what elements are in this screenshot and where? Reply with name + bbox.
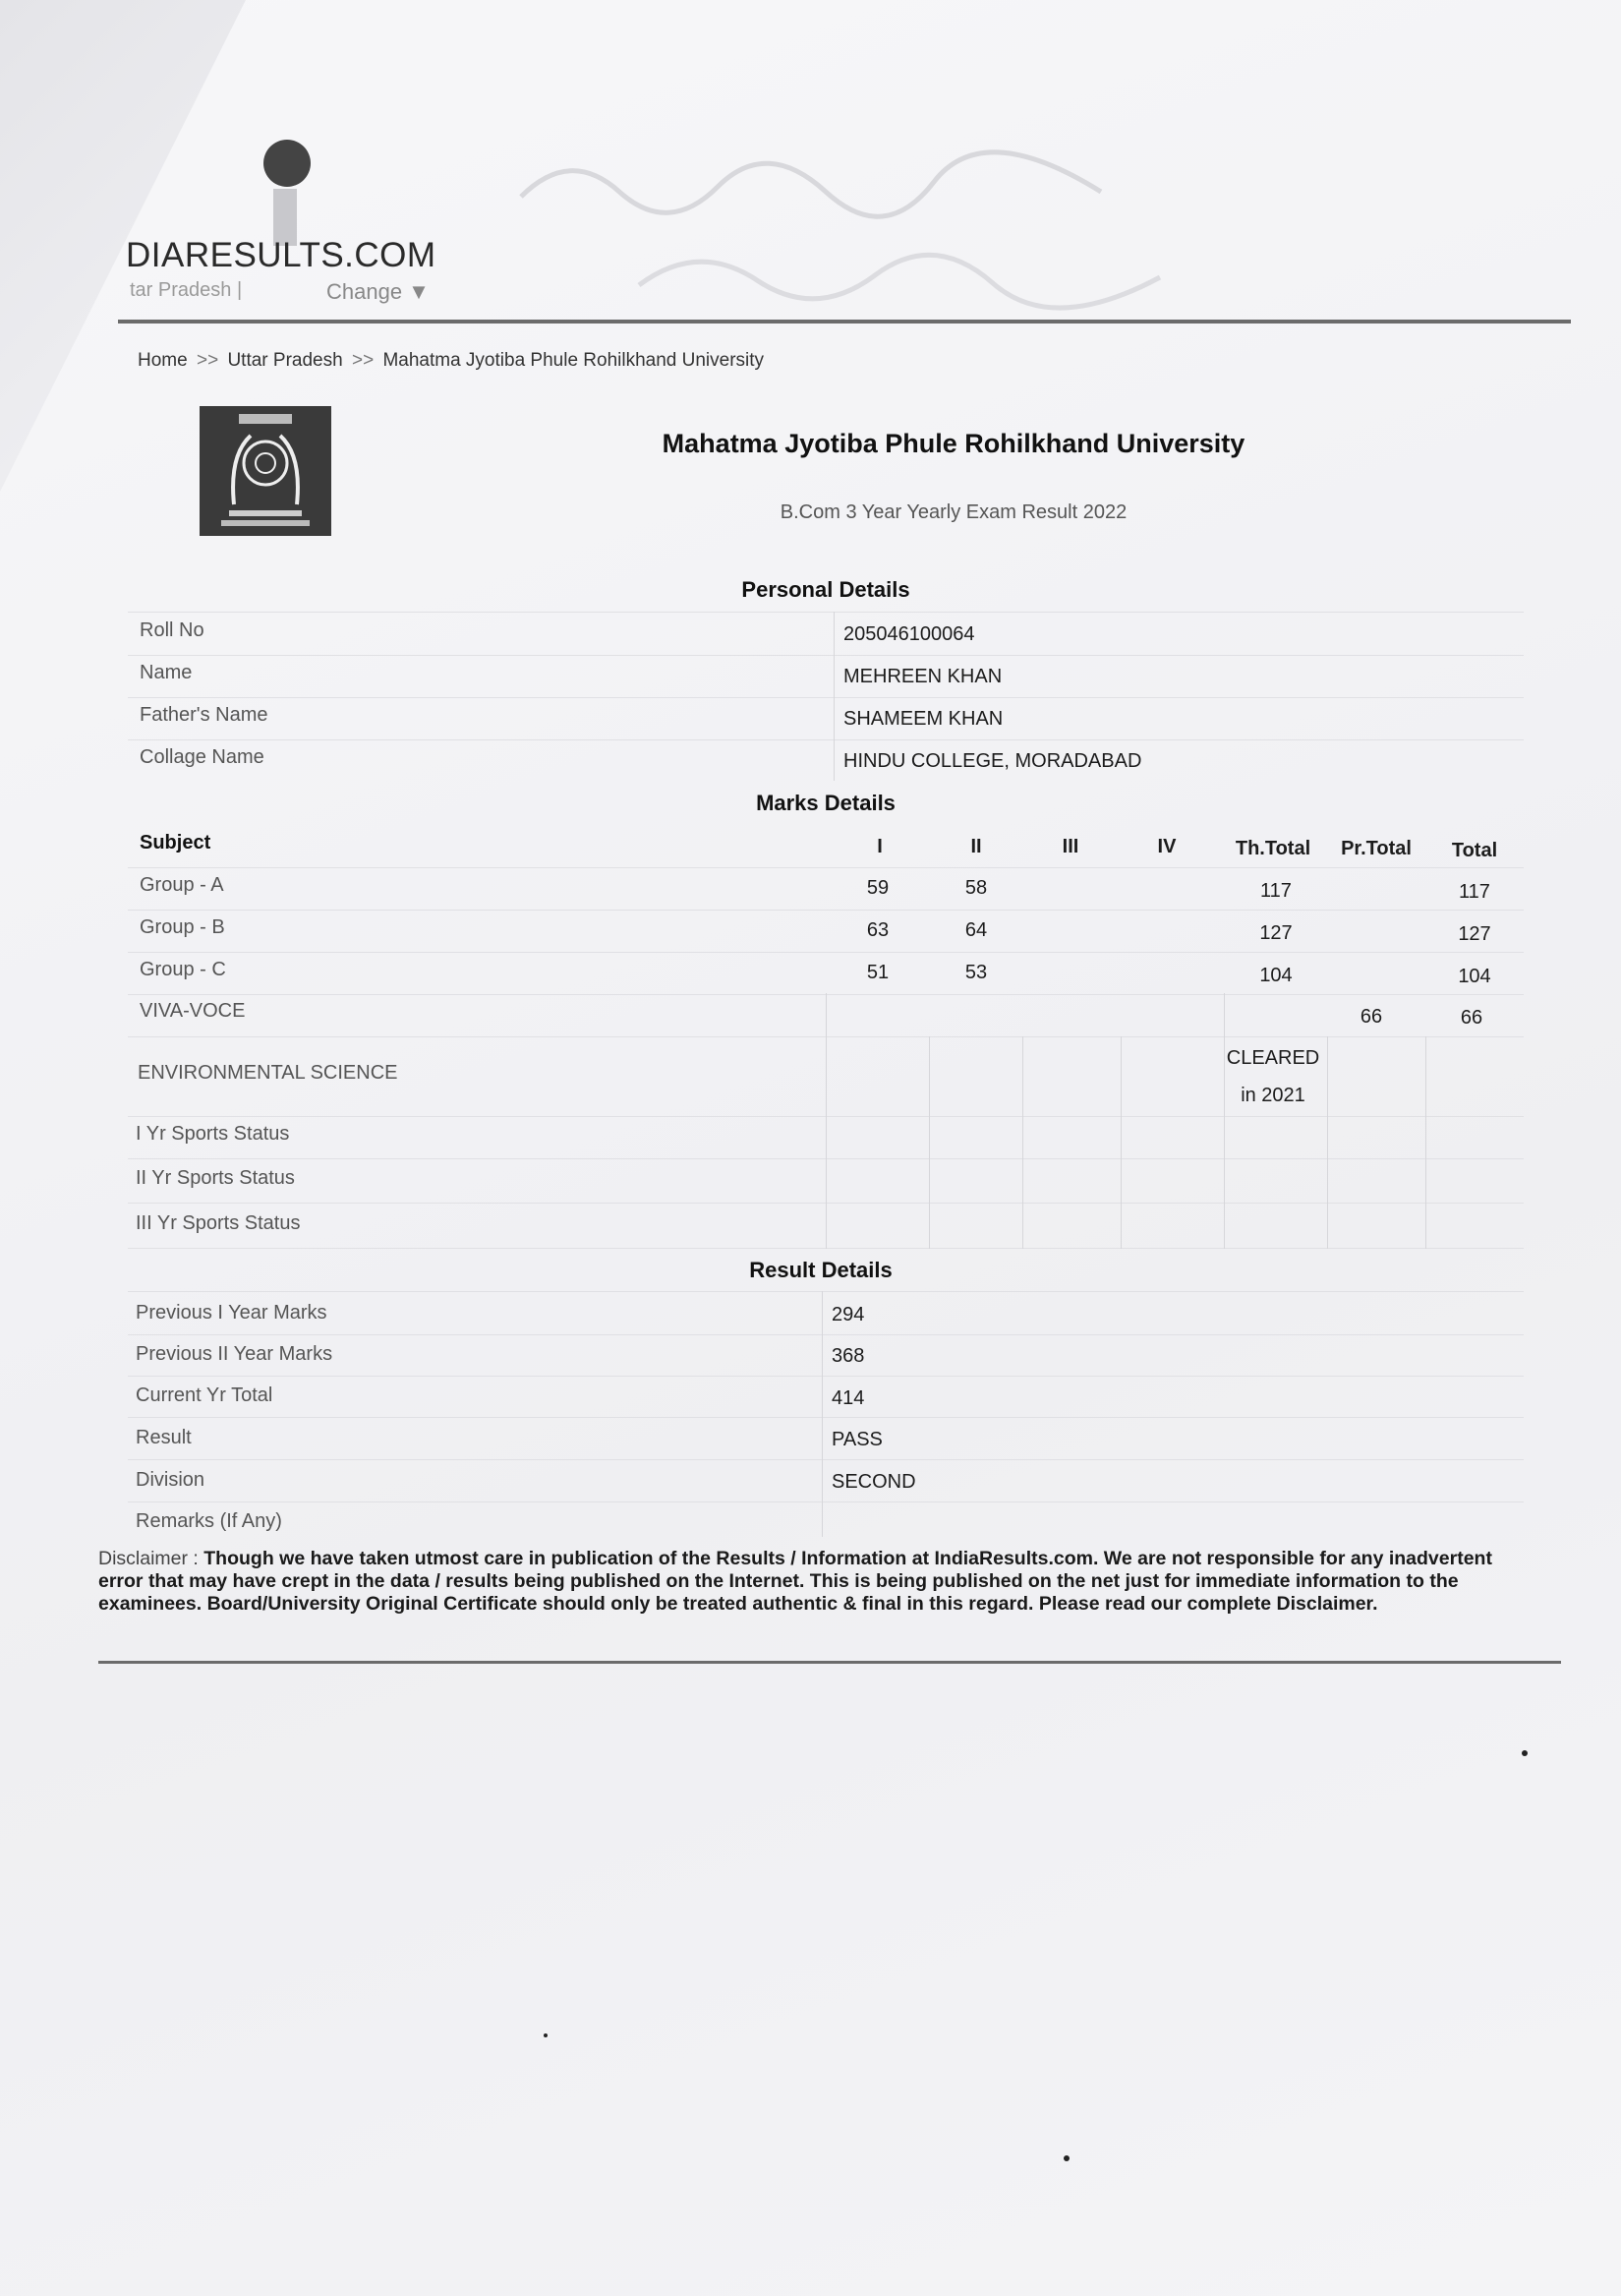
- subject-group-b: Group - B: [140, 916, 225, 938]
- group-a-total: 117: [1459, 881, 1490, 903]
- total-header: Total: [1451, 840, 1498, 861]
- subject-group-c: Group - C: [140, 959, 226, 980]
- paper-iii-header: III: [1062, 836, 1079, 857]
- state-selector-label: tar Pradesh |: [130, 279, 243, 301]
- row-divider: [128, 1501, 1524, 1502]
- university-title: Mahatma Jyotiba Phule Rohilkhand University: [662, 429, 1245, 458]
- handwriting-bleed-2: [629, 236, 1180, 328]
- column-divider: [1022, 1036, 1023, 1249]
- change-state-link[interactable]: Change ▼: [326, 279, 430, 304]
- breadcrumb-separator: >>: [196, 350, 219, 371]
- subject-group-a: Group - A: [140, 874, 224, 896]
- sports-status-year-3: III Yr Sports Status: [136, 1212, 301, 1234]
- row-divider: [128, 739, 1524, 740]
- column-divider: [1425, 1036, 1426, 1249]
- group-b-total: 127: [1458, 923, 1491, 945]
- breadcrumb-home[interactable]: Home: [138, 350, 188, 371]
- group-b-paper-i: 63: [866, 919, 890, 941]
- disclaimer-lead: Disclaimer :: [98, 1548, 204, 1569]
- current-year-total-label: Current Yr Total: [136, 1384, 273, 1406]
- group-c-theory-total: 104: [1259, 965, 1293, 986]
- marks-details-title: Marks Details: [756, 791, 896, 815]
- viva-voce-practical-total: 66: [1360, 1006, 1383, 1028]
- group-b-theory-total: 127: [1259, 922, 1293, 944]
- column-divider: [929, 1036, 930, 1249]
- group-a-paper-i: 59: [866, 877, 890, 899]
- row-divider: [128, 612, 1524, 613]
- exam-title: B.Com 3 Year Yearly Exam Result 2022: [780, 501, 1128, 523]
- father-name-value: SHAMEEM KHAN: [843, 708, 1004, 730]
- subject-viva-voce: VIVA-VOCE: [140, 1000, 246, 1022]
- row-divider: [128, 1417, 1524, 1418]
- row-divider: [128, 1334, 1524, 1335]
- result-value: PASS: [832, 1429, 883, 1450]
- prev-year-2-label: Previous II Year Marks: [136, 1343, 333, 1365]
- column-divider: [822, 1291, 823, 1537]
- breadcrumb-university[interactable]: Mahatma Jyotiba Phule Rohilkhand University: [382, 350, 765, 371]
- disclaimer: [98, 1548, 1524, 1616]
- environmental-science-status: CLEARED: [1226, 1047, 1320, 1069]
- practical-total-header: Pr.Total: [1341, 838, 1412, 859]
- roll-no-label: Roll No: [140, 619, 204, 641]
- college-name-value: HINDU COLLEGE, MORADABAD: [843, 750, 1142, 772]
- group-a-paper-ii: 58: [964, 877, 988, 899]
- sports-status-year-1: I Yr Sports Status: [136, 1123, 290, 1145]
- scan-speck: [544, 2033, 548, 2037]
- person-logo-icon: [246, 138, 324, 246]
- prev-year-1-label: Previous I Year Marks: [136, 1302, 327, 1324]
- sports-status-year-2: II Yr Sports Status: [136, 1167, 295, 1189]
- paper-i-header: I: [877, 836, 883, 857]
- column-divider: [1224, 993, 1225, 1249]
- prev-year-2-value: 368: [832, 1345, 865, 1367]
- roll-no-value: 205046100064: [843, 623, 975, 645]
- father-name-label: Father's Name: [140, 704, 268, 726]
- remarks-label: Remarks (If Any): [136, 1510, 282, 1532]
- group-a-theory-total: 117: [1260, 880, 1292, 902]
- name-label: Name: [140, 662, 193, 683]
- division-value: SECOND: [832, 1471, 916, 1493]
- scan-speck: [1064, 2155, 1070, 2161]
- group-b-paper-ii: 64: [964, 919, 988, 941]
- result-label: Result: [136, 1427, 192, 1448]
- row-divider: [128, 697, 1524, 698]
- column-divider: [1121, 1036, 1122, 1249]
- row-divider: [128, 1459, 1524, 1460]
- site-logo[interactable]: [108, 128, 442, 315]
- row-divider: [128, 655, 1524, 656]
- site-brand: DIARESULTS.COM: [126, 236, 436, 274]
- college-name-label: Collage Name: [140, 746, 264, 768]
- division-label: Division: [136, 1469, 205, 1491]
- paper-ii-header: II: [970, 836, 982, 857]
- breadcrumb-state[interactable]: Uttar Pradesh: [227, 350, 343, 371]
- current-year-total-value: 414: [832, 1387, 865, 1409]
- column-divider: [826, 993, 827, 1249]
- row-divider: [128, 1376, 1524, 1377]
- column-divider: [1327, 1036, 1328, 1249]
- disclaimer-text: Though we have taken utmost care in publication of the Results / Information at IndiaResults.com. We are not responsible for any inadvertent error that may have crept in the data / results being published on the Internet. This is being published on the net just for immediate information to the examinees. Board/University Original Certificate should only be treated authentic & final in this regard. Please read our complete Disclaimer.: [98, 1548, 1492, 1615]
- group-c-paper-ii: 53: [964, 962, 988, 983]
- paper-iv-header: IV: [1157, 836, 1177, 857]
- handwriting-scribble-icon: [511, 138, 1121, 226]
- row-divider: [128, 910, 1524, 911]
- group-c-paper-i: 51: [866, 962, 890, 983]
- row-divider: [128, 952, 1524, 953]
- subject-header: Subject: [140, 832, 211, 854]
- theory-total-header: Th.Total: [1235, 838, 1311, 859]
- environmental-science-year: in 2021: [1241, 1085, 1305, 1106]
- prev-year-1-value: 294: [832, 1304, 865, 1325]
- handwriting-scribble-icon: [629, 236, 1180, 315]
- university-emblem-icon: [200, 406, 331, 536]
- header-divider: [118, 320, 1571, 324]
- university-emblem: [200, 406, 331, 536]
- viva-voce-total: 66: [1460, 1007, 1483, 1029]
- personal-details-title: Personal Details: [741, 577, 910, 602]
- result-details-title: Result Details: [749, 1258, 893, 1282]
- handwriting-bleed: [511, 138, 1121, 242]
- breadcrumb-separator: >>: [351, 350, 375, 371]
- footer-divider: [98, 1661, 1561, 1664]
- name-value: MEHREEN KHAN: [843, 666, 1003, 687]
- scan-speck: [1522, 1750, 1528, 1756]
- column-divider: [834, 612, 835, 781]
- group-c-total: 104: [1458, 966, 1491, 987]
- row-divider: [128, 867, 1524, 868]
- subject-environmental-science: ENVIRONMENTAL SCIENCE: [138, 1062, 398, 1084]
- row-divider: [128, 1291, 1524, 1292]
- breadcrumb: [138, 350, 764, 372]
